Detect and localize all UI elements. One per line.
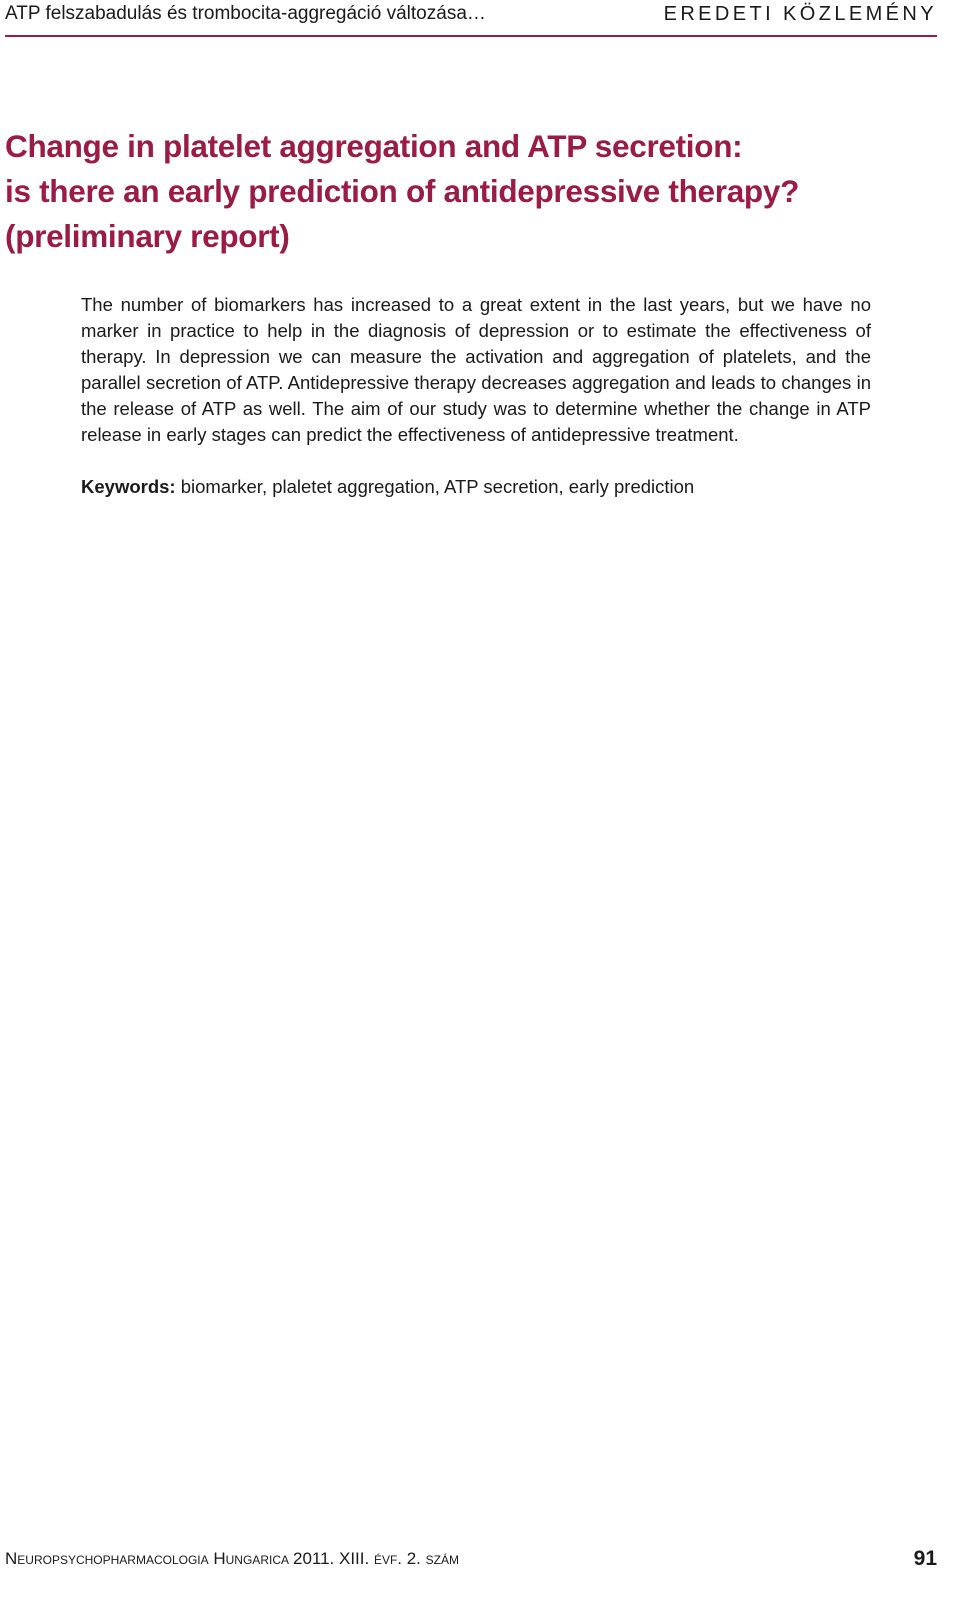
keywords: [81, 474, 881, 500]
keywords-label: Keywords:: [81, 476, 176, 497]
section-label: EREDETI KÖZLEMÉNY: [663, 3, 937, 25]
journal-name: Neuropsychopharmacologia Hungarica: [5, 1549, 289, 1568]
page-footer: [5, 1545, 937, 1575]
article-title-line-1: Change in platelet aggregation and ATP secretion:: [5, 128, 743, 164]
keywords-list: biomarker, plaletet aggregation, ATP secretion, early prediction: [180, 476, 695, 497]
page-number: 91: [913, 1547, 937, 1570]
header-divider: [5, 35, 937, 37]
running-head: [5, 0, 937, 32]
running-title: ATP felszabadulás és trombocita-aggregáció változása…: [5, 3, 486, 24]
footer-citation: [5, 1549, 459, 1569]
article-title-line-2: is there an early prediction of antidepressive therapy?: [5, 173, 800, 209]
journal-issue: 2011. XIII. évf. 2. szám: [292, 1549, 459, 1568]
abstract-text: The number of biomarkers has increased to a great extent in the last years, but we have no marker in practice to help in the diagnosis of depression or to estimate the effectiveness of therapy. In depression we can measure the activation and aggregation of platelets, and the parallel secretion of ATP. Antidepressive therapy decreases aggregation and leads to changes in the release of ATP as well. The aim of our study was to determine whether the change in ATP release in early stages can predict the effectiveness of antidepressive treatment.: [81, 294, 871, 445]
article-title-line-3: (preliminary report): [5, 218, 290, 254]
article-title: [5, 124, 930, 259]
